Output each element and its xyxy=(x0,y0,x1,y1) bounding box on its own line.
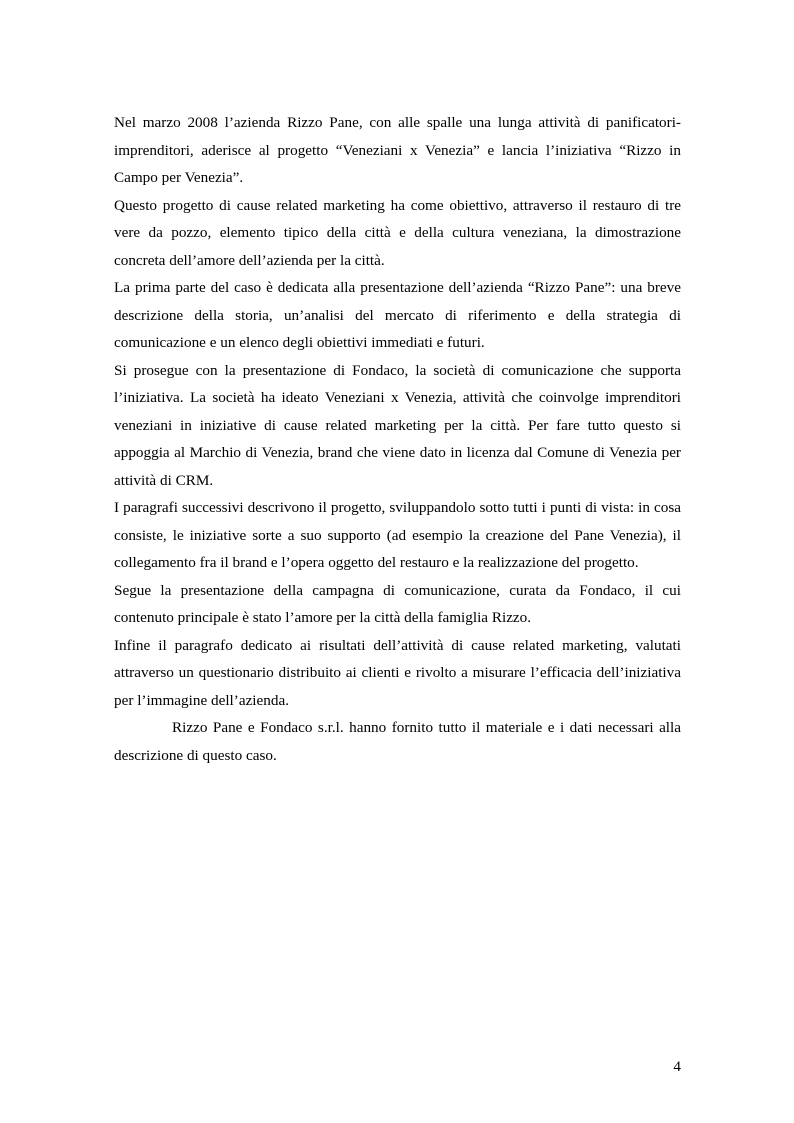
paragraph-project-description: I paragrafi successivi descrivono il progetto, sviluppandolo sotto tutti i punti di vista: in cosa consiste, le iniziative sorte a suo supporto (ad esempio la creazione del Pane Venezia), il collegamento fra il brand e l’opera oggetto del restauro e la realizzazione del progetto. xyxy=(114,499,681,571)
page-number: 4 xyxy=(673,1058,681,1075)
paragraph-company-presentation: La prima parte del caso è dedicata alla presentazione dell’azienda “Rizzo Pane”: una breve descrizione della storia, un’analisi del mercato di riferimento e della strategia di comunicazione e un elenco degli obiettivi immediati e futuri. xyxy=(114,279,681,351)
paragraph-fondaco: Si prosegue con la presentazione di Fondaco, la società di comunicazione che supporta l’iniziativa. La società ha ideato Veneziani x Venezia, attività che coinvolge imprenditori veneziani in iniziative di cause related marketing per la città. Per fare tutto questo si appoggia al Marchio di Venezia, brand che viene dato in licenza dal Comune di Venezia per attività di CRM. xyxy=(114,361,681,489)
paragraph-introduction: Nel marzo 2008 l’azienda Rizzo Pane, con alle spalle una lunga attività di panificatori-imprenditori, aderisce al progetto “Veneziani x Venezia” e lancia l’iniziativa “Rizzo in Campo per Venezia”. xyxy=(114,114,681,186)
paragraph-project-objective: Questo progetto di cause related marketing ha come obiettivo, attraverso il restauro di tre vere da pozzo, elemento tipico della città e della cultura veneziana, la dimostrazione concreta dell’amore dell’azienda per la città. xyxy=(114,196,681,269)
paragraph-acknowledgement: Rizzo Pane e Fondaco s.r.l. hanno fornito tutto il materiale e i dati necessari alla descrizione di questo caso. xyxy=(114,719,681,764)
body-text xyxy=(114,109,681,769)
paragraph-results: Infine il paragrafo dedicato ai risultati dell’attività di cause related marketing, valutati attraverso un questionario distribuito ai clienti e rivolto a misurare l’efficacia dell’iniziativa per l’immagine dell’azienda. xyxy=(114,636,681,709)
paragraph-campaign: Segue la presentazione della campagna di comunicazione, curata da Fondaco, il cui contenuto principale è stato l’amore per la città della famiglia Rizzo. xyxy=(114,581,681,626)
